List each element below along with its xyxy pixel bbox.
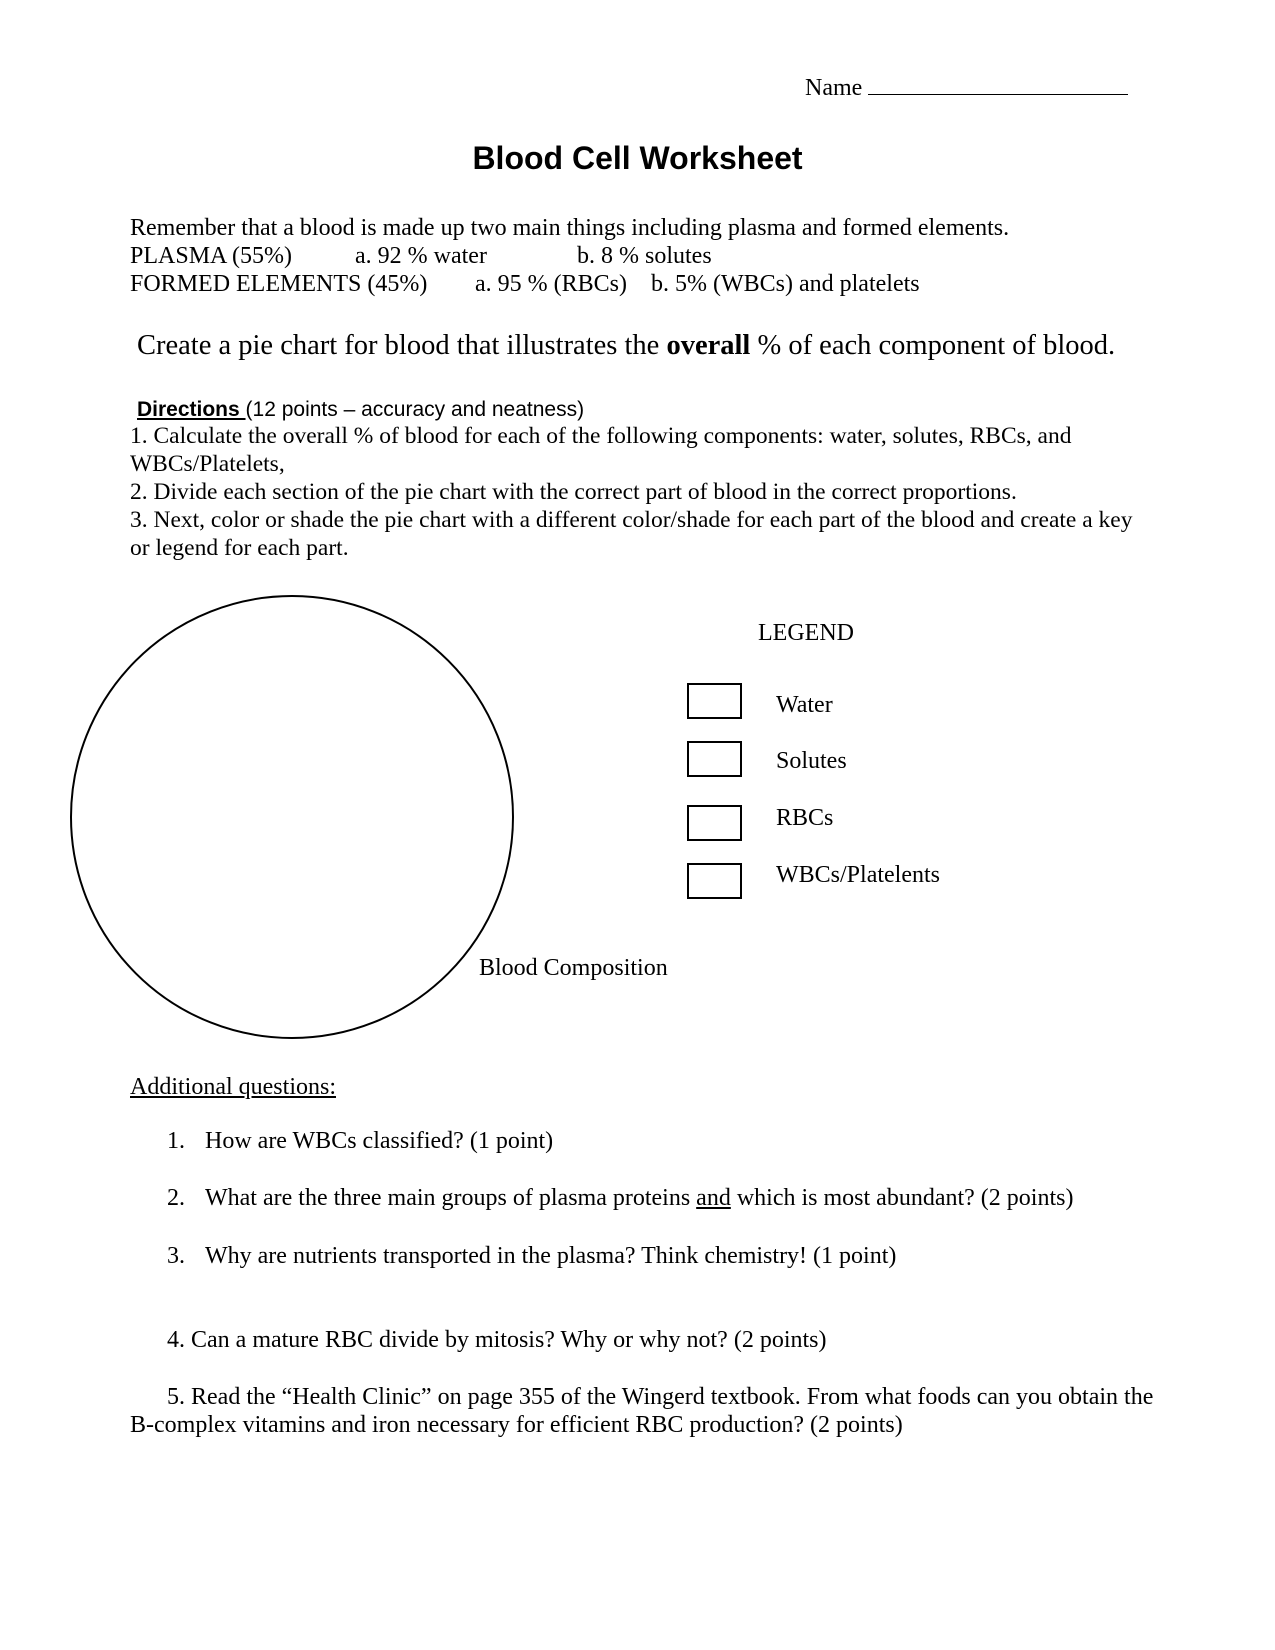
direction-item-2: 2. Divide each section of the pie chart with the correct part of blood in the correct proportions. bbox=[130, 479, 1017, 505]
prompt-text-before: Create a pie chart for blood that illustrates the bbox=[137, 330, 667, 361]
pie-chart-prompt bbox=[137, 330, 1115, 362]
question-4: 4. Can a mature RBC divide by mitosis? Why or why not? (2 points) bbox=[167, 1327, 827, 1353]
legend-box-solutes[interactable] bbox=[687, 741, 742, 777]
legend-label-water: Water bbox=[776, 692, 833, 718]
question-2-text bbox=[205, 1185, 1073, 1212]
question-3-number: 3. bbox=[167, 1243, 185, 1269]
directions-heading bbox=[137, 398, 584, 422]
legend-title: LEGEND bbox=[758, 620, 854, 646]
formed-wbcs: b. 5% (WBCs) and platelets bbox=[651, 271, 920, 297]
name-label: Name bbox=[805, 75, 863, 101]
legend-label-wbcs-platelets: WBCs/Platelents bbox=[776, 862, 940, 888]
pie-circle-outline[interactable] bbox=[71, 596, 513, 1038]
formed-rbcs: a. 95 % (RBCs) bbox=[475, 271, 627, 297]
question-2-text-pre: What are the three main groups of plasma proteins bbox=[205, 1185, 697, 1211]
formed-elements-label: FORMED ELEMENTS (45%) bbox=[130, 271, 428, 297]
directions-note: (12 points – accuracy and neatness) bbox=[245, 398, 585, 421]
legend-label-rbcs: RBCs bbox=[776, 805, 834, 831]
question-1-text: How are WBCs classified? (1 point) bbox=[205, 1128, 554, 1154]
plasma-solutes: b. 8 % solutes bbox=[577, 243, 712, 269]
chart-caption: Blood Composition bbox=[479, 955, 668, 981]
intro-text: Remember that a blood is made up two main things including plasma and formed elements. bbox=[130, 215, 1010, 241]
plasma-water: a. 92 % water bbox=[355, 243, 487, 269]
name-field[interactable] bbox=[805, 72, 1128, 102]
direction-item-1: 1. Calculate the overall % of blood for each of the following components: water, solutes, RBCs, and WBCs/Platelets, bbox=[130, 423, 1072, 477]
prompt-text-bold: overall bbox=[666, 330, 751, 361]
legend-label-solutes: Solutes bbox=[776, 748, 847, 774]
question-2-text-underlined: and bbox=[696, 1185, 731, 1211]
additional-questions-title: Additional questions: bbox=[130, 1074, 336, 1100]
blank-pie-chart[interactable] bbox=[70, 595, 520, 1045]
question-5: 5. Read the “Health Clinic” on page 355 of the Wingerd textbook. From what foods can you obtain the B-complex vitamins and iron necessary for efficient RBC production? (2 points) bbox=[130, 1384, 1154, 1438]
directions-label: Directions bbox=[137, 398, 246, 421]
legend-box-wbcs-platelets[interactable] bbox=[687, 863, 742, 899]
direction-item-3: 3. Next, color or shade the pie chart with a different color/shade for each part of the blood and create a key or legend for each part. bbox=[130, 507, 1133, 561]
question-2-number: 2. bbox=[167, 1185, 185, 1211]
name-blank-line[interactable] bbox=[868, 72, 1128, 95]
plasma-label: PLASMA (55%) bbox=[130, 243, 293, 269]
prompt-text-after: % of each component of blood. bbox=[750, 330, 1116, 361]
question-3-text: Why are nutrients transported in the plasma? Think chemistry! (1 point) bbox=[205, 1243, 897, 1269]
legend-box-water[interactable] bbox=[687, 683, 742, 719]
question-1-number: 1. bbox=[167, 1128, 185, 1154]
legend-box-rbcs[interactable] bbox=[687, 805, 742, 841]
question-2-text-post: which is most abundant? (2 points) bbox=[730, 1185, 1074, 1211]
page-title: Blood Cell Worksheet bbox=[472, 140, 803, 176]
